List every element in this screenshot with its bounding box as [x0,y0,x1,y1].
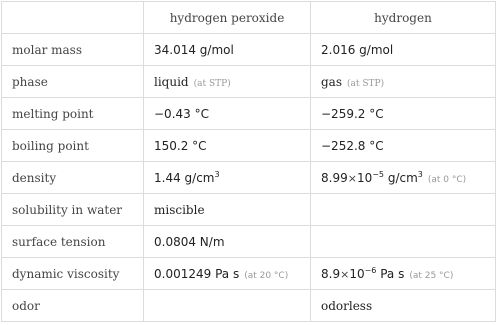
column-header-hydrogen: hydrogen [311,2,496,34]
properties-table [1,1,496,322]
cell-hydrogen [311,226,496,258]
cell-hydrogen-peroxide: −0.43 °C [144,98,311,130]
cell-hydrogen-peroxide: 0.0804 N/m [144,226,311,258]
viscosity-mantissa: 8.9 [321,266,341,281]
table-row-density [2,162,496,194]
phase-value: gas [321,74,342,89]
density-mantissa: 8.99 [321,170,348,185]
viscosity-base: 10 [349,266,365,281]
table-row-odor [2,290,496,322]
condition-note: (at 20 °C) [244,270,289,281]
cell-hydrogen: 2.016 g/mol [311,34,496,66]
row-label: density [2,162,144,194]
table-row-boiling-point [2,130,496,162]
condition-note: (at 0 °C) [427,174,467,185]
cell-hydrogen [311,162,496,194]
phase-value: liquid [154,74,189,89]
cell-hydrogen [311,194,496,226]
row-label: odor [2,290,144,322]
table-row-surface-tension [2,226,496,258]
cell-hydrogen-peroxide [144,162,311,194]
cell-hydrogen [311,66,496,98]
density-exponent: −5 [372,169,385,179]
viscosity-value: 0.001249 Pa s [154,266,240,281]
condition-note: (at STP) [193,78,231,89]
cell-hydrogen-peroxide [144,258,311,290]
unit-exponent: 3 [417,169,423,179]
row-label: phase [2,66,144,98]
column-header-hydrogen-peroxide: hydrogen peroxide [144,2,311,34]
cell-hydrogen-peroxide: 34.014 g/mol [144,34,311,66]
condition-note: (at 25 °C) [409,270,454,281]
table-row-solubility [2,194,496,226]
viscosity-unit: Pa s [376,266,405,281]
cell-hydrogen-peroxide [144,290,311,322]
header-row [2,2,496,34]
density-unit: g/cm [384,170,418,185]
table-row-phase [2,66,496,98]
row-label: boiling point [2,130,144,162]
table-row-molar-mass [2,34,496,66]
times-sign: × [347,171,357,185]
condition-note: (at STP) [347,78,385,89]
unit-exponent: 3 [214,169,220,179]
times-sign: × [340,267,350,281]
row-label: surface tension [2,226,144,258]
table-row-dynamic-viscosity [2,258,496,290]
cell-hydrogen-peroxide: miscible [144,194,311,226]
table-row-melting-point [2,98,496,130]
cell-hydrogen [311,258,496,290]
cell-hydrogen: odorless [311,290,496,322]
cell-hydrogen: −252.8 °C [311,130,496,162]
row-label: solubility in water [2,194,144,226]
density-value: 1.44 g/cm [154,170,215,185]
corner-cell [2,2,144,34]
cell-hydrogen-peroxide: 150.2 °C [144,130,311,162]
row-label: melting point [2,98,144,130]
cell-hydrogen: −259.2 °C [311,98,496,130]
row-label: dynamic viscosity [2,258,144,290]
cell-hydrogen-peroxide [144,66,311,98]
row-label: molar mass [2,34,144,66]
viscosity-exponent: −6 [364,265,377,275]
density-base: 10 [356,170,373,185]
